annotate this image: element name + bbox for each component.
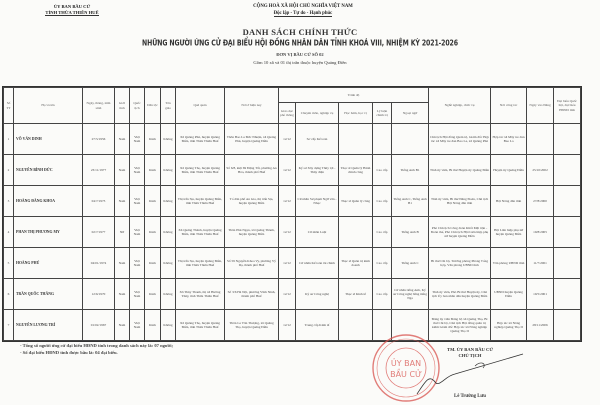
cell-workplace: Hợp tác xã Mây tre đan Bao La (491, 124, 527, 155)
cell-language: Cử nhân tiếng Anh, Kỹ sư Công nghệ bằng tiếng Nga (392, 279, 429, 310)
col-hometown: Quê quán (176, 88, 225, 124)
cell-hometown: Xã Quảng Thành, huyện Quảng Điền, tỉnh Thừa Thiên Huế (176, 217, 225, 248)
col-political: Lý luận chính trị (373, 103, 392, 124)
cell-general-edu: 12/12 (279, 279, 296, 310)
cell-stt: 2 (4, 155, 14, 186)
candidate-table (3, 87, 581, 341)
cell-religion: Không (161, 186, 176, 217)
cell-language (392, 124, 429, 155)
nation-name: CỘNG HOÀ XÃ HỘI CHỦ NGHĨA VIỆT NAM (253, 4, 353, 9)
col-group-education: Trình độ (279, 88, 429, 103)
cell-delegate (554, 124, 581, 155)
cell-workplace: Hợp tác xã Nông nghiệp Quảng Thọ II (491, 310, 527, 341)
cell-dob: 04/01/1974 (83, 248, 115, 279)
cell-name: HOÀNG PHÚ (14, 248, 83, 279)
cell-language: Tiếng Anh B (392, 217, 429, 248)
cell-ethnicity: Kinh (145, 217, 161, 248)
authority-line2: TỈNH THỪA THIÊN HUẾ (45, 10, 99, 15)
cell-religion: Không (161, 155, 176, 186)
cell-name: VÕ VĂN DINH (14, 124, 83, 155)
col-dob: Ngày, tháng, năm sinh (83, 88, 115, 124)
cell-name: TRẦN QUỐC THẮNG (14, 279, 83, 310)
cell-language: Tiếng Anh C, Tiếng Anh B1 (392, 186, 429, 217)
cell-stt: 4 (4, 217, 14, 248)
cell-party-date: 25/10/2002 (527, 155, 554, 186)
cell-workplace: UBND huyện Quảng Điền (491, 279, 527, 310)
col-ethnicity: Dân tộc (145, 88, 161, 124)
cell-party-date: 19/8/2005 (527, 217, 554, 248)
cell-religion: Không (161, 310, 176, 341)
cell-stt: 6 (4, 279, 14, 310)
cell-dob: 12/6/1970 (83, 279, 115, 310)
cell-hometown: Xã Quảng Thọ, huyện Quảng Điền, tỉnh Thừa Thiên Huế (176, 310, 225, 341)
note-total-candidates: - Tổng số người ứng cử đại biểu HĐND tỉnh trong danh sách này là: 07 người; (20, 343, 174, 348)
national-header (198, 4, 408, 17)
seal-text-line2: BẦU CỬ (390, 370, 422, 379)
cell-hometown: Xã Quảng Thọ, huyện Quảng Điền, tỉnh Thừa Thiên Huế (176, 155, 225, 186)
cell-gender: Nam (115, 155, 130, 186)
col-workplace: Nơi công tác (491, 88, 527, 124)
cell-occupation: Tỉnh ủy viên, Bí thư Đảng Đoàn, Chủ tịch Hội Nông dân tỉnh (429, 186, 491, 217)
document-title: DANH SÁCH CHÍNH THỨC (242, 27, 358, 37)
col-language: Ngoại ngữ (392, 103, 429, 124)
cell-stt: 7 (4, 310, 14, 341)
cell-occupation: Phó Chủ tịch Công đoàn Khối Mặt trận - Đoàn thể, Phó Chủ tịch Hội Liên hiệp phụ nữ huyện Quảng Điền (429, 217, 491, 248)
cell-political (373, 124, 392, 155)
col-delegate: Đại biểu Quốc hội, đại biểu HĐND tỉnh (554, 88, 581, 124)
cell-political: Cao cấp (373, 279, 392, 310)
cell-occupation: Tỉnh ủy viên, Bí thư Huyện ủy Quảng Điền (429, 155, 491, 186)
cell-ethnicity: Kinh (145, 248, 161, 279)
col-stt: Số TT (4, 88, 14, 124)
cell-delegate (554, 279, 581, 310)
cell-residence: Thôn La Vân Thượng, xã Quảng Thọ, huyện Quảng Điền (225, 310, 279, 341)
cell-delegate (554, 155, 581, 186)
cell-political: Cao cấp (373, 186, 392, 217)
cell-party-date: 28/11/2006 (527, 310, 554, 341)
cell-hometown: Xã Thủy Thanh, thị xã Hương Thủy, tỉnh Thừa Thiên Huế (176, 279, 225, 310)
table-row (4, 186, 581, 217)
cell-specialty: Cử nhân Sư phạm Ngữ văn - Nhạc (296, 186, 339, 217)
cell-name: NGUYỄN BÌNH ĐỨC (14, 155, 83, 186)
cell-stt: 3 (4, 186, 14, 217)
cell-specialty: Kỹ sư Công nghệ (296, 279, 339, 310)
table-row (4, 279, 581, 310)
cell-dob: 02/7/1977 (83, 217, 115, 248)
cell-degree: Thạc sĩ Quản lý Hành chính công (339, 155, 373, 186)
cell-general-edu: 12/12 (279, 186, 296, 217)
cell-language: Tiếng Anh C (392, 248, 429, 279)
col-nationality: Quốc tịch (130, 88, 145, 124)
cell-nationality: Việt Nam (130, 124, 145, 155)
seal-text-line1: ỦY BAN (390, 359, 422, 368)
cell-nationality: Việt Nam (130, 217, 145, 248)
summary-notes (20, 342, 173, 356)
cell-nationality: Việt Nam (130, 310, 145, 341)
cell-nationality: Việt Nam (130, 155, 145, 186)
issuing-authority (12, 4, 132, 16)
col-degree: Học hàm, học vị (339, 103, 373, 124)
cell-gender: Nam (115, 279, 130, 310)
cell-occupation: Tỉnh ủy viên, Phó Bí thư Huyện ủy, Chủ tịch Ủy ban nhân dân huyện Quảng Điền (429, 279, 491, 310)
cell-degree: Thạc sĩ Quản lý công (339, 186, 373, 217)
cell-workplace: Văn phòng UBND tỉnh (491, 248, 527, 279)
cell-degree: Thạc sĩ Kinh tế (339, 279, 373, 310)
table-row (4, 217, 581, 248)
signer-name: Lê Trường Lưu (454, 394, 486, 399)
electoral-scope: Gồm 10 xã và 01 thị trấn thuộc huyện Quảng Điền (253, 60, 347, 65)
col-specialty: Chuyên môn, nghiệp vụ (296, 103, 339, 124)
cell-degree (339, 217, 373, 248)
electoral-unit: ĐƠN VỊ BẦU CỬ SỐ 02 (276, 52, 324, 57)
cell-stt: 5 (4, 248, 14, 279)
col-gender: Giới tính (115, 88, 130, 124)
col-general-edu: Giáo dục phổ thông (279, 103, 296, 124)
col-residence: Nơi ở hiện nay (225, 88, 279, 124)
cell-ethnicity: Kinh (145, 279, 161, 310)
cell-specialty: Trung cấp Kinh tế (296, 310, 339, 341)
cell-residence: Số 3/6 Hà Nội, phường Vĩnh Ninh, thành phố Huế (225, 279, 279, 310)
national-motto: Độc lập - Tự do - Hạnh phúc (273, 10, 333, 16)
cell-general-edu: 12/12 (279, 310, 296, 341)
cell-dob: 23/11/1977 (83, 155, 115, 186)
cell-nationality: Việt Nam (130, 186, 145, 217)
cell-religion: Không (161, 217, 176, 248)
cell-occupation: Bí thư Chi bộ, Trưởng phòng Phòng Tổng hợp, Văn phòng UBND tỉnh (429, 248, 491, 279)
cell-religion: Không (161, 124, 176, 155)
cell-general-edu: 12/12 (279, 124, 296, 155)
cell-party-date: 19/5/2001 (527, 279, 554, 310)
handwritten-signature (415, 352, 525, 397)
cell-political: Cao cấp (373, 155, 392, 186)
cell-residence: Thôn Bao La Đức Nhuận, xã Quảng Phú, huyện Quảng Điền (225, 124, 279, 155)
cell-hometown: Thị trấn Sịa, huyện Quảng Điền, tỉnh Thừa Thiên Huế (176, 186, 225, 217)
cell-ethnicity: Kinh (145, 155, 161, 186)
col-party-date: Ngày vào Đảng (527, 88, 554, 124)
cell-gender: Nam (115, 186, 130, 217)
cell-specialty: Kỹ sư Xây dựng Thủy lợi - Thủy điện (296, 155, 339, 186)
cell-ethnicity: Kinh (145, 310, 161, 341)
cell-specialty: Cử nhân Kế toán tài chính (296, 248, 339, 279)
cell-name: PHAN THỊ PHƯƠNG MY (14, 217, 83, 248)
cell-dob: 01/02/1967 (83, 310, 115, 341)
signature-role: CHỦ TỊCH (458, 353, 482, 359)
cell-delegate (554, 217, 581, 248)
document-subtitle: NHỮNG NGƯỜI ỨNG CỬ ĐẠI BIỂU HỘI ĐỒNG NHÂN DÂN TỈNH KHOÁ VIII, NHIỆM KỲ 2021-2026 (142, 39, 458, 48)
col-name: Họ và tên (14, 88, 83, 124)
cell-residence: Thôn Phú Ngạn, xã Quảng Thành, huyện Quảng Điền (225, 217, 279, 248)
cell-general-edu: 12/12 (279, 248, 296, 279)
cell-specialty: Cử nhân Luật (296, 217, 339, 248)
cell-occupation: Chủ tịch Hội đồng Quản trị, Giám đốc Hợp tác xã Mây tre đan Bao La, xã Quảng Phú (429, 124, 491, 155)
cell-ethnicity: Kinh (145, 124, 161, 155)
cell-delegate (554, 248, 581, 279)
note-elected-count: - Số đại biểu HĐND tỉnh được bầu là: 04 đại biểu. (20, 350, 118, 355)
signature-title: TM. ỦY BAN BẦU CỬ (447, 347, 493, 352)
col-occupation: Nghề nghiệp, chức vụ (429, 88, 491, 124)
cell-workplace: Huyện ủy Quảng Điền (491, 155, 527, 186)
cell-party-date (527, 124, 554, 155)
cell-workplace: Hội Liên hiệp phụ nữ huyện Quảng Điền (491, 217, 527, 248)
cell-party-date: 27/8/2000 (527, 186, 554, 217)
cell-delegate (554, 310, 581, 341)
cell-workplace: Hội Nông dân tỉnh (491, 186, 527, 217)
cell-nationality: Việt Nam (130, 279, 145, 310)
table-row (4, 248, 581, 279)
cell-name: NGUYỄN LƯƠNG TRÍ (14, 310, 83, 341)
table-row (4, 155, 581, 186)
table-row (4, 310, 581, 341)
cell-hometown: Xã Quảng Phú, huyện Quảng Điền, tỉnh Thừa Thiên Huế (176, 124, 225, 155)
cell-ethnicity: Kinh (145, 186, 161, 217)
cell-residence: Số 6/8, kiệt 69 Đặng Tất, phường An Hòa, thành phố Huế (225, 155, 279, 186)
table-row (4, 124, 581, 155)
cell-gender: Nam (115, 310, 130, 341)
cell-gender: Nữ (115, 217, 130, 248)
header-row (4, 88, 581, 103)
cell-residence: Tổ dân phố An Gia, thị trấn Sịa, huyện Quảng Điền (225, 186, 279, 217)
cell-religion: Không (161, 279, 176, 310)
authority-line1: ỦY BAN BẦU CỬ (53, 4, 91, 9)
cell-general-edu: 12/12 (279, 217, 296, 248)
cell-political: Cao cấp (373, 248, 392, 279)
cell-general-edu: 12/12 (279, 155, 296, 186)
cell-degree: Thạc sĩ Quản trị kinh doanh (339, 248, 373, 279)
cell-gender: Nam (115, 248, 130, 279)
cell-degree (339, 310, 373, 341)
cell-religion: Không (161, 248, 176, 279)
cell-stt: 1 (4, 124, 14, 155)
cell-dob: 04/7/1973 (83, 186, 115, 217)
cell-name: HOÀNG ĐĂNG KHOA (14, 186, 83, 217)
cell-specialty: Sơ cấp Kế toán (296, 124, 339, 155)
cell-party-date: 11/7/2001 (527, 248, 554, 279)
cell-occupation: Đảng ủy viên Đảng bộ xã Quảng Thọ, Bí thư Chi bộ, Chủ tịch Hội đồng quản trị kiêm Giám đốc Hợp tác xã Nông nghiệp Quảng Thọ II (429, 310, 491, 341)
cell-political: Cao cấp (373, 217, 392, 248)
cell-gender: Nam (115, 124, 130, 155)
cell-residence: Số 59 Nguyễn Khoa Vy, phường Vỹ Dạ, thành phố Huế (225, 248, 279, 279)
cell-language: Tiếng Anh B1 (392, 155, 429, 186)
cell-delegate (554, 186, 581, 217)
cell-nationality: Việt Nam (130, 248, 145, 279)
cell-dob: 27/5/1956 (83, 124, 115, 155)
col-religion: Tôn giáo (161, 88, 176, 124)
cell-hometown: Thị trấn Sịa, huyện Quảng Điền, tỉnh Thừa Thiên Huế (176, 248, 225, 279)
cell-degree (339, 124, 373, 155)
